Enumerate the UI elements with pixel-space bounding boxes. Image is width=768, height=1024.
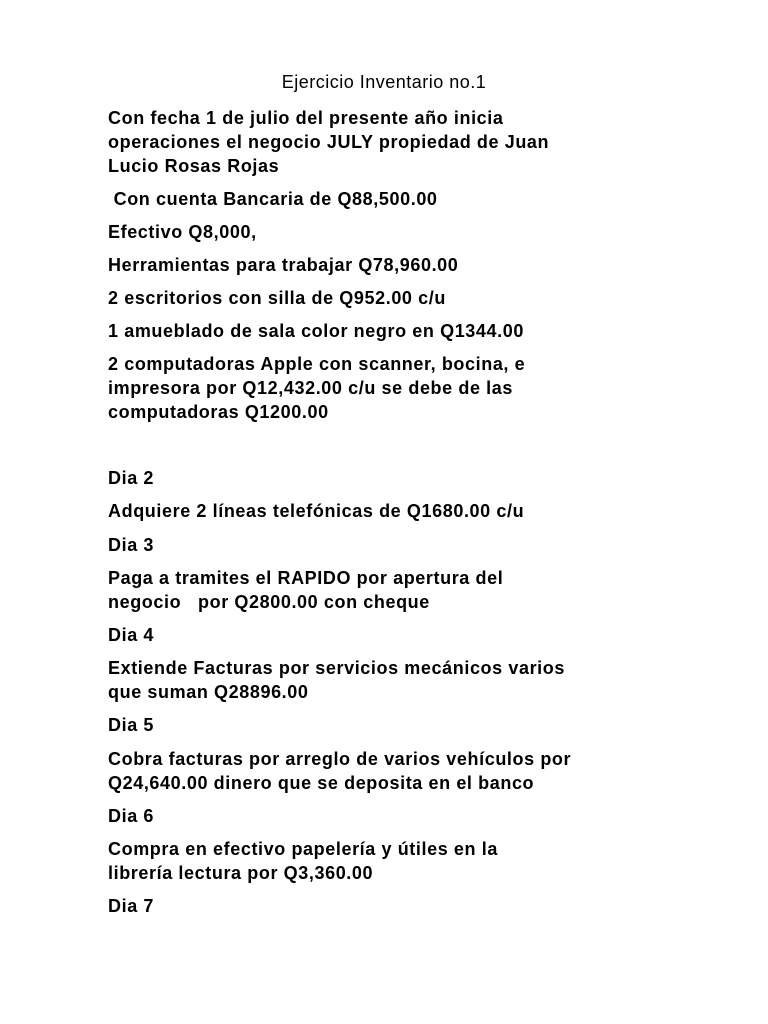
text-line: Adquiere 2 líneas telefónicas de Q1680.00 c/u — [108, 501, 525, 521]
text-line: Q24,640.00 dinero que se deposita en el banco — [108, 773, 535, 793]
day-heading-2 — [108, 466, 668, 490]
day-heading-4 — [108, 623, 668, 647]
day-heading-7 — [108, 894, 668, 918]
text-line: 1 amueblado de sala color negro en Q1344.00 — [108, 321, 524, 341]
text-line: que suman Q28896.00 — [108, 682, 309, 702]
text-line: 2 computadoras Apple con scanner, bocina, e — [108, 354, 526, 374]
text-line: Dia 4 — [108, 625, 155, 645]
text-line: Herramientas para trabajar Q78,960.00 — [108, 255, 459, 275]
paragraph-desks — [108, 286, 668, 310]
paragraph-day-3 — [108, 566, 668, 614]
paragraph-cash — [108, 220, 668, 244]
text-line: Cobra facturas por arreglo de varios vehículos por — [108, 749, 572, 769]
paragraph-computers — [108, 352, 668, 424]
text-line: Lucio Rosas Rojas — [108, 156, 280, 176]
text-line: computadoras Q1200.00 — [108, 402, 329, 422]
text-line: 2 escritorios con silla de Q952.00 c/u — [108, 288, 446, 308]
day-heading-3 — [108, 533, 668, 557]
text-line: Paga a tramites el RAPIDO por apertura del — [108, 568, 504, 588]
paragraph-day-2 — [108, 499, 668, 523]
document-title: Ejercicio Inventario no.1 — [281, 72, 487, 92]
day-heading-6 — [108, 804, 668, 828]
paragraph-day-6 — [108, 837, 668, 885]
paragraph-day-5 — [108, 747, 668, 795]
text-line: Dia 3 — [108, 535, 155, 555]
text-line: Efectivo Q8,000, — [108, 222, 257, 242]
text-line: librería lectura por Q3,360.00 — [108, 863, 374, 883]
text-line: negocio por Q2800.00 con cheque — [108, 592, 430, 612]
text-line: Dia 7 — [108, 896, 155, 916]
paragraph-opening — [108, 106, 668, 178]
text-line: Con fecha 1 de julio del presente año inicia — [108, 108, 504, 128]
day-heading-5 — [108, 713, 668, 737]
text-line: Compra en efectivo papelería y útiles en la — [108, 839, 498, 859]
paragraph-day-4 — [108, 656, 668, 704]
text-line: Con cuenta Bancaria de Q88,500.00 — [108, 189, 438, 209]
paragraph-bank-account — [108, 187, 668, 211]
text-line: Extiende Facturas por servicios mecánicos varios — [108, 658, 565, 678]
paragraph-furniture — [108, 319, 668, 343]
text-line: Dia 2 — [108, 468, 155, 488]
paragraph-tools — [108, 253, 668, 277]
text-line: impresora por Q12,432.00 c/u se debe de las — [108, 378, 513, 398]
text-line: Dia 6 — [108, 806, 155, 826]
text-line: operaciones el negocio JULY propiedad de Juan — [108, 132, 550, 152]
text-line: Dia 5 — [108, 715, 155, 735]
